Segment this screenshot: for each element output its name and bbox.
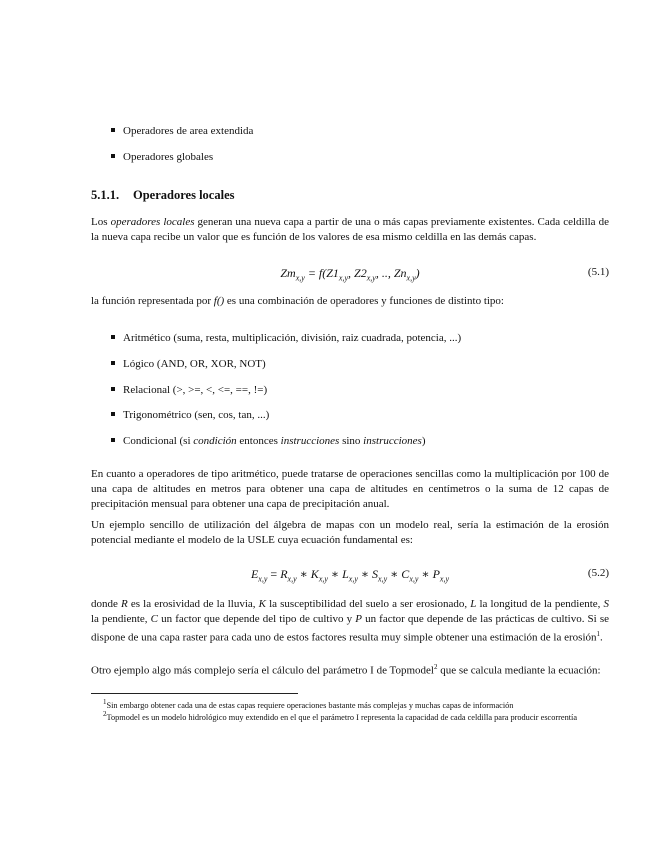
list-item: Relacional (>, >=, <, <=, ==, !=) <box>111 383 591 397</box>
bullet-square-icon <box>111 387 115 391</box>
bullet-square-icon <box>111 412 115 416</box>
paragraph-variables: donde R es la erosividad de la lluvia, K la susceptibilidad del suelo a ser erosionado, L la longitud de la pendiente, S la pendiente, C un factor que depende del tipo de cultivo y P un factor que depende de las prácticas de cultivo. Si se dispone de una capa raster para cada uno de estos factores resulta muy simple obtener una estimación de la erosión$^1$. <box>91 598 610 645</box>
list-item: Operadores globales <box>111 150 591 164</box>
bullet-square-icon <box>111 438 115 442</box>
equation-5-2: $E_{x,y} = R_{x,y}$ ∗ $K_{x,y}$ ∗ $L_{x,y}$ ∗ $S_{x,y}$ ∗ $C_{x,y}$ ∗ $P_{x,y}$ (5.2) <box>250 567 609 584</box>
equation-5-1: $Zm_{x,y} = f(Z1_{x,y}$, $Z2_{x,y}$, .., $Zn_{x,y}$) (5.1) <box>280 266 609 283</box>
paragraph-function: la función representada por f() es una combinación de operadores y funciones de distinto tipo: <box>91 295 504 307</box>
equation-number: (5.2) <box>587 567 609 579</box>
paragraph-local-operators: Los operadores locales generan una nueva capa a partir de una o más capas previamente existentes. Cada celdilla de la nueva capa recibe un valor que es función de los valores de esa mismo celdilla en las demás capas. <box>91 216 610 244</box>
section-number: 5.1.1. <box>91 188 120 202</box>
bullet-square-icon <box>111 154 115 158</box>
footnote: $^2$Topmodel es un modelo hidrológico muy extendido en el que el parámetro I representa la capacidad de cada celdilla para producir escorrentía <box>103 710 578 722</box>
list-item: Aritmético (suma, resta, multiplicación, división, raiz cuadrada, potencia, ...) <box>111 331 591 345</box>
bullet-square-icon <box>111 128 115 132</box>
section-heading <box>91 188 235 203</box>
list-item: Trigonométrico (sen, cos, tan, ...) <box>111 408 591 422</box>
section-title: Operadores locales <box>133 188 235 202</box>
list-item: Operadores de area extendida <box>111 124 591 138</box>
equation-number: (5.1) <box>587 266 609 278</box>
bullet-square-icon <box>111 335 115 339</box>
footnote-ref: 1 <box>596 630 601 639</box>
list-item: Condicional (si condición entonces instrucciones sino instrucciones) <box>111 434 591 448</box>
paragraph-usle: Un ejemplo sencillo de utilización del álgebra de mapas con un modelo real, sería la estimación de la erosión potencial mediante el modelo de la USLE cuya ecuación fundamental es: <box>91 519 609 547</box>
paragraph-arithmetic: En cuanto a operadores de tipo aritmético, puede tratarse de operaciones sencillas como la multiplicación por 100 de una capa de altitudes en metros para obtener una capa de altitudes en centímetros o la suma de 12 capas de precipitación mensual para obtener una capa de precipitación anual. <box>91 468 609 511</box>
list-item: Lógico (AND, OR, XOR, NOT) <box>111 357 591 371</box>
footnote: $^1$Sin embargo obtener cada una de estas capas requiere operaciones bastante más complejas y muchas capas de información <box>103 698 514 710</box>
paragraph-topmodel: Otro ejemplo algo más complejo sería el cálculo del parámetro I de Topmodel$^2$ que se calcula mediante la ecuación: <box>91 663 601 677</box>
bullet-square-icon <box>111 361 115 365</box>
footnote-rule <box>91 693 298 694</box>
footnote-ref: 2 <box>433 663 438 671</box>
